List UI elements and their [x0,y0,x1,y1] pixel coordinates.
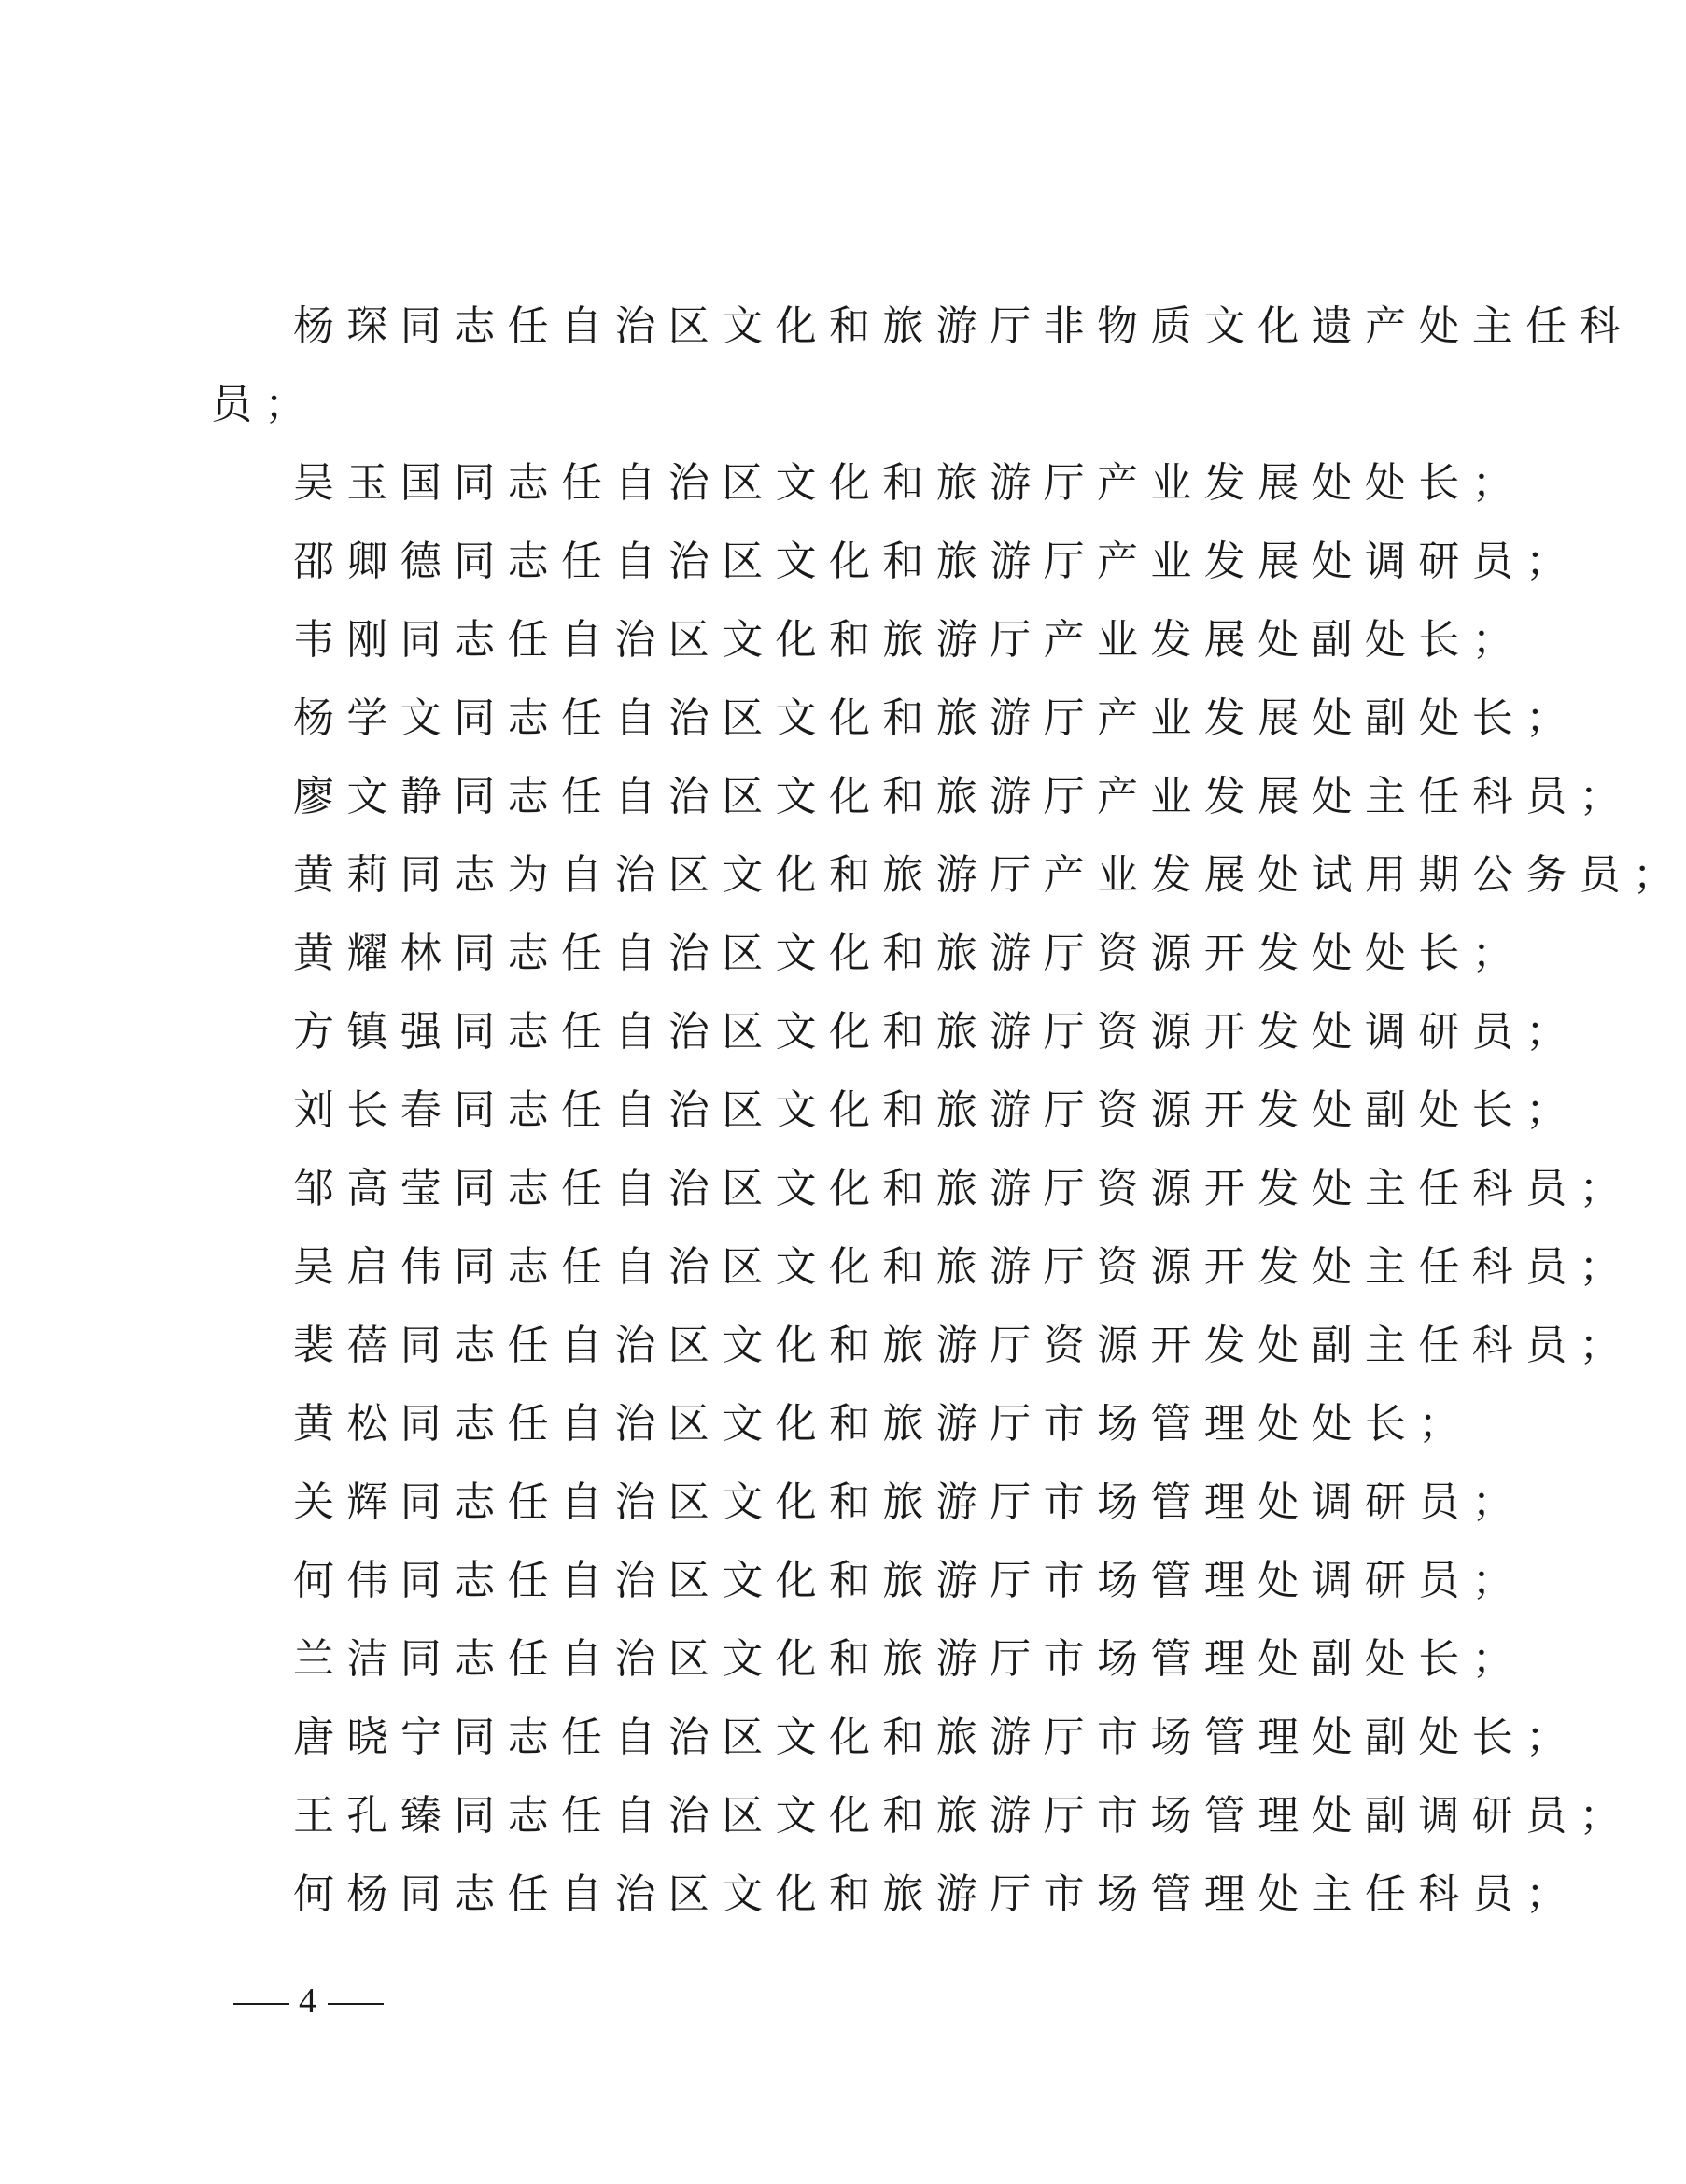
paragraph-line: 杨琛同志任自治区文化和旅游厅非物质文化遗产处主任科 [293,302,1633,350]
paragraph-line: 员； [211,381,318,428]
paragraph-line: 韦刚同志任自治区文化和旅游厅产业发展处副处长； [293,616,1526,664]
paragraph-line: 裴蓓同志任自治区文化和旅游厅资源开发处副主任科员； [293,1322,1633,1369]
paragraph-line: 黄莉同志为自治区文化和旅游厅产业发展处试用期公务员； [293,851,1686,899]
footer-dash-left [233,2003,289,2005]
paragraph-line: 唐晓宁同志任自治区文化和旅游厅市场管理处副处长； [293,1714,1580,1761]
paragraph-line: 黄耀林同志任自治区文化和旅游厅资源开发处处长； [293,930,1526,977]
footer-dash-right [328,2003,384,2005]
document-body [211,287,1686,1934]
page-number: 4 [299,1981,318,2021]
paragraph-line: 吴玉国同志任自治区文化和旅游厅产业发展处处长； [293,459,1526,507]
paragraph-line: 廖文静同志任自治区文化和旅游厅产业发展处主任科员； [293,773,1633,820]
paragraph-line: 黄松同志任自治区文化和旅游厅市场管理处处长； [293,1400,1472,1448]
paragraph-line: 王孔臻同志任自治区文化和旅游厅市场管理处副调研员； [293,1792,1633,1840]
paragraph-line: 方镇强同志任自治区文化和旅游厅资源开发处调研员； [293,1008,1580,1056]
paragraph-line: 何伟同志任自治区文化和旅游厅市场管理处调研员； [293,1557,1526,1604]
paragraph-line: 邹高莹同志任自治区文化和旅游厅资源开发处主任科员； [293,1165,1633,1212]
paragraph-line: 兰洁同志任自治区文化和旅游厅市场管理处副处长； [293,1635,1526,1683]
paragraph-line: 邵卿德同志任自治区文化和旅游厅产业发展处调研员； [293,538,1580,585]
paragraph-line: 刘长春同志任自治区文化和旅游厅资源开发处副处长； [293,1086,1580,1134]
page-footer [224,1981,393,2022]
paragraph-line: 何杨同志任自治区文化和旅游厅市场管理处主任科员； [293,1870,1580,1918]
paragraph-line: 吴启伟同志任自治区文化和旅游厅资源开发处主任科员； [293,1243,1633,1291]
paragraph-line: 关辉同志任自治区文化和旅游厅市场管理处调研员； [293,1478,1526,1526]
paragraph-line: 杨学文同志任自治区文化和旅游厅产业发展处副处长； [293,694,1580,742]
